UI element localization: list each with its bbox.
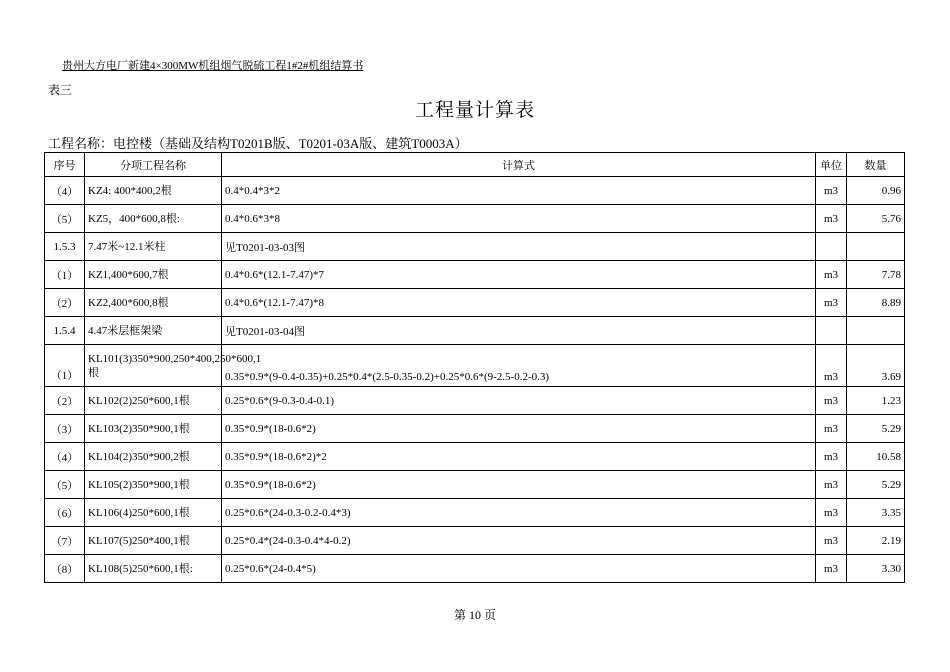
cell-unit: m3: [816, 471, 847, 499]
cell-item-name: KL107(5)250*400,1根: [85, 527, 222, 555]
cell-item-name: KZ4: 400*400,2根: [85, 177, 222, 205]
cell-quantity: 3.30: [847, 555, 905, 583]
cell-unit: m3: [816, 289, 847, 317]
cell-formula: 0.25*0.6*(24-0.4*5): [222, 555, 816, 583]
cell-unit: m3: [816, 345, 847, 387]
cell-no: （5）: [45, 205, 85, 233]
cell-quantity: [847, 317, 905, 345]
cell-unit: m3: [816, 415, 847, 443]
cell-unit: m3: [816, 555, 847, 583]
page-title: 工程量计算表: [414, 100, 535, 121]
table-row: [45, 527, 905, 555]
cell-item-name: KL103(2)350*900,1根: [85, 415, 222, 443]
cell-item-name: KL108(5)250*600,1根:: [85, 555, 222, 583]
table-row: [45, 317, 905, 345]
cell-no: （8）: [45, 555, 85, 583]
cell-unit: m3: [816, 261, 847, 289]
cell-item-name: 4.47米层框架梁: [85, 317, 222, 345]
cell-unit: m3: [816, 443, 847, 471]
cell-unit: [816, 233, 847, 261]
cell-unit: m3: [816, 177, 847, 205]
page-number: 第 10 页: [453, 608, 496, 622]
table-row: [45, 415, 905, 443]
cell-formula: 见T0201-03-04图: [222, 317, 816, 345]
cell-unit: m3: [816, 387, 847, 415]
table-row: [45, 499, 905, 527]
cell-no: （2）: [45, 289, 85, 317]
table-row: [45, 443, 905, 471]
cell-quantity: 3.69: [847, 345, 905, 387]
quantity-calculation-table: [44, 152, 905, 583]
table-row: [45, 555, 905, 583]
header-unit: 单位: [816, 153, 847, 177]
cell-no: （4）: [45, 443, 85, 471]
table-row: [45, 233, 905, 261]
cell-no: （1）: [45, 261, 85, 289]
cell-formula: 0.35*0.9*(18-0.6*2)*2: [222, 443, 816, 471]
cell-unit: m3: [816, 205, 847, 233]
table-label: 表三: [48, 83, 73, 97]
cell-no: （5）: [45, 471, 85, 499]
cell-quantity: 5.29: [847, 415, 905, 443]
table-row: [45, 345, 905, 387]
cell-item-name: KL104(2)350*900,2根: [85, 443, 222, 471]
cell-unit: [816, 317, 847, 345]
cell-formula: 0.4*0.6*(12.1-7.47)*7: [222, 261, 816, 289]
cell-quantity: 8.89: [847, 289, 905, 317]
cell-quantity: [847, 233, 905, 261]
cell-no: （7）: [45, 527, 85, 555]
table-row: [45, 177, 905, 205]
cell-item-name: KZ1,400*600,7根: [85, 261, 222, 289]
header-no: 序号: [45, 153, 85, 177]
cell-formula: 0.35*0.9*(9-0.4-0.35)+0.25*0.4*(2.5-0.35-0.2)+0.25*0.6*(9-2.5-0.2-0.3): [222, 345, 816, 387]
cell-formula: 0.35*0.9*(18-0.6*2): [222, 471, 816, 499]
cell-formula: 0.35*0.9*(18-0.6*2): [222, 415, 816, 443]
table-header-row: [45, 153, 905, 177]
table-row: [45, 205, 905, 233]
cell-unit: m3: [816, 499, 847, 527]
cell-formula: 0.4*0.6*3*8: [222, 205, 816, 233]
cell-formula: 0.25*0.4*(24-0.3-0.4*4-0.2): [222, 527, 816, 555]
cell-item-name: KL101(3)350*900,250*400,250*600,1根: [85, 345, 222, 387]
table-row: [45, 387, 905, 415]
cell-formula: 0.25*0.6*(24-0.3-0.2-0.4*3): [222, 499, 816, 527]
project-name: 工程名称：电控楼（基础及结构T0201B版、T0201-03A版、建筑T0003A）: [48, 136, 468, 151]
cell-formula: 见T0201-03-03图: [222, 233, 816, 261]
header-formula: 计算式: [222, 153, 816, 177]
cell-quantity: 5.76: [847, 205, 905, 233]
cell-item-name: KL105(2)350*900,1根: [85, 471, 222, 499]
cell-formula: 0.4*0.4*3*2: [222, 177, 816, 205]
cell-unit: m3: [816, 527, 847, 555]
cell-quantity: 3.35: [847, 499, 905, 527]
cell-quantity: 10.58: [847, 443, 905, 471]
cell-quantity: 1.23: [847, 387, 905, 415]
cell-no: （4）: [45, 177, 85, 205]
cell-quantity: 0.96: [847, 177, 905, 205]
cell-no: （6）: [45, 499, 85, 527]
cell-quantity: 7.78: [847, 261, 905, 289]
cell-formula: 0.4*0.6*(12.1-7.47)*8: [222, 289, 816, 317]
cell-item-name: KL102(2)250*600,1根: [85, 387, 222, 415]
cell-no: （1）: [45, 345, 85, 387]
cell-quantity: 5.29: [847, 471, 905, 499]
cell-item-name: KZ2,400*600,8根: [85, 289, 222, 317]
cell-item-name: KL106(4)250*600,1根: [85, 499, 222, 527]
header-item-name: 分项工程名称: [85, 153, 222, 177]
table-row: [45, 471, 905, 499]
cell-no: 1.5.4: [45, 317, 85, 345]
cell-formula: 0.25*0.6*(9-0.3-0.4-0.1): [222, 387, 816, 415]
cell-no: （2）: [45, 387, 85, 415]
cell-item-name: 7.47米~12.1米柱: [85, 233, 222, 261]
document-header-line: 贵州大方电厂新建4×300MW机组烟气脱硫工程1#2#机组结算书: [62, 60, 364, 72]
header-quantity: 数量: [847, 153, 905, 177]
cell-no: （3）: [45, 415, 85, 443]
table-row: [45, 261, 905, 289]
table-row: [45, 289, 905, 317]
cell-quantity: 2.19: [847, 527, 905, 555]
cell-item-name: KZ5，400*600,8根:: [85, 205, 222, 233]
cell-no: 1.5.3: [45, 233, 85, 261]
